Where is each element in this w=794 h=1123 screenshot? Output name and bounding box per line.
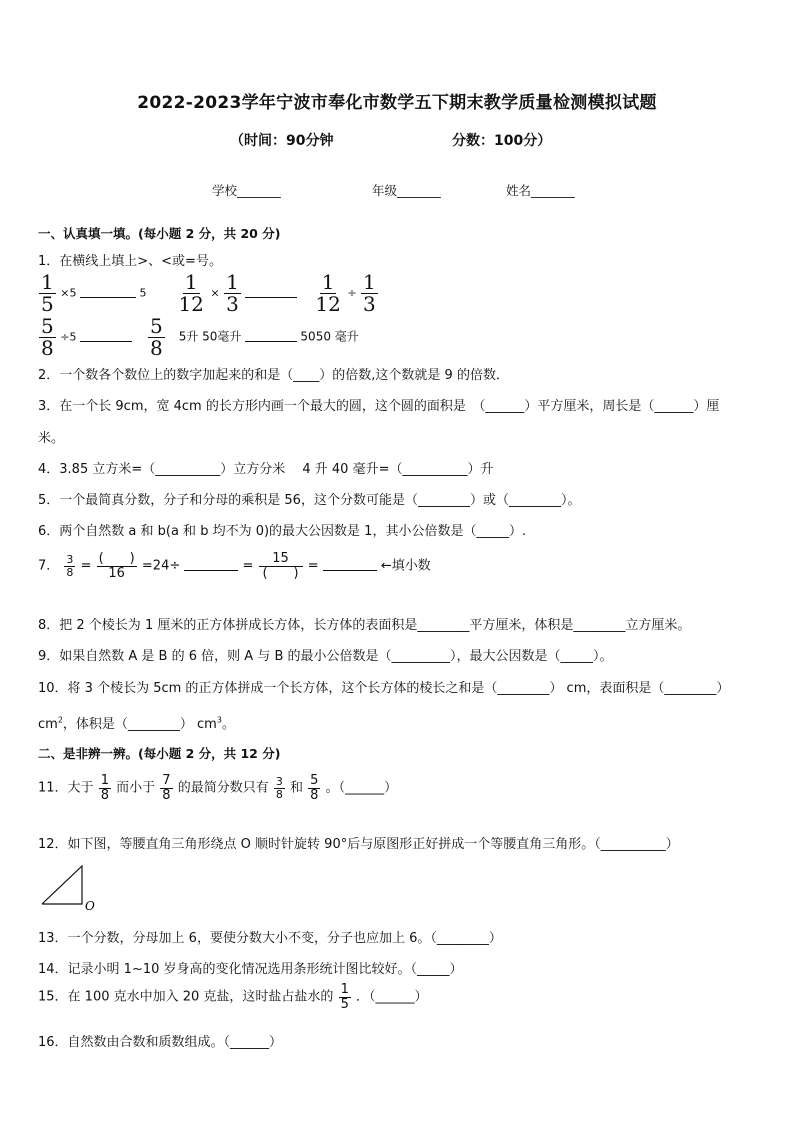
section1-heading: 一、认真填一填。(每小题 2 分，共 20 分) bbox=[38, 226, 281, 241]
question-10-line1: 10．将 3 个棱长为 5cm 的正方体拼成一个长方体，这个长方体的棱长之和是（________） cm，表面积是（________） bbox=[38, 681, 730, 696]
fraction: $\frac{15}{( )}$ bbox=[259, 552, 303, 580]
name-field: 姓名_______ bbox=[506, 183, 575, 198]
question-1-row1 bbox=[38, 272, 379, 315]
question-2: 2．一个数各个数位上的数字加起来的和是（____）的倍数,这个数就是 9 的倍数． bbox=[38, 368, 509, 383]
page-title: 2022-2023学年宁波市奉化市数学五下期末教学质量检测模拟试题 bbox=[137, 93, 657, 113]
question-9: 9．如果自然数 A 是 B 的 6 倍，则 A 与 B 的最小公倍数是（_________），最大公因数是（_____）。 bbox=[38, 649, 613, 664]
answer-blank[interactable] bbox=[184, 558, 238, 571]
answer-blank[interactable] bbox=[323, 558, 377, 571]
question-text: 而小于 bbox=[116, 780, 156, 796]
question-13: 13．一个分数，分母加上 6，要使分数大小不变，分子也应加上 6。（________） bbox=[38, 931, 502, 946]
question-11 bbox=[38, 774, 397, 802]
fraction: $\frac{1}{12}$ bbox=[315, 270, 341, 316]
point-o-label: O bbox=[85, 899, 95, 912]
fraction: $\frac{5}{8}$ bbox=[149, 314, 163, 360]
fraction: $\frac{1}{12}$ bbox=[178, 270, 204, 316]
question-4: 4．3.85 立方米=（__________）立方分米 4 升 40 毫升=（__________）升 bbox=[38, 462, 494, 477]
fraction: $\frac{1}{3}$ bbox=[226, 270, 239, 316]
question-6: 6．两个自然数 a 和 b(a 和 b 均不为 0)的最大公因数是 1，其小公倍数是（_____）. bbox=[38, 524, 527, 539]
answer-blank[interactable]: ．（______） bbox=[356, 989, 428, 1005]
question-8: 8．把 2 个棱长为 1 厘米的正方体拼成长方体，长方体的表面积是________平方厘米，体积是________立方厘米。 bbox=[38, 618, 691, 633]
instruction: ←填小数 bbox=[380, 558, 431, 574]
fraction: $\frac{3}{8}$ bbox=[275, 775, 283, 801]
fraction: $\frac{1}{3}$ bbox=[363, 270, 376, 316]
question-text: ，体积是（________） cm bbox=[62, 717, 217, 732]
question-15 bbox=[38, 983, 428, 1011]
question-number: 7． bbox=[38, 558, 60, 574]
question-3-line1: 3．在一个长 9cm，宽 4cm 的长方形内画一个最大的圆，这个圆的面积是 （______）平方厘米，周长是（______）厘 bbox=[38, 399, 720, 414]
fraction: $\frac{( )}{16}$ bbox=[98, 551, 135, 581]
question-14: 14．记录小明 1~10 岁身高的变化情况选用条形统计图比较好。（_____） bbox=[38, 962, 463, 977]
question-5: 5．一个最简真分数，分子和分母的乘积是 56，这个分数可能是（________）或（________）。 bbox=[38, 493, 581, 508]
fraction: $\frac{1}{5}$ bbox=[41, 270, 54, 316]
operator: ×5 bbox=[60, 286, 77, 300]
operand: 5 bbox=[139, 286, 147, 300]
answer-blank[interactable] bbox=[80, 329, 132, 342]
question-text: 11．大于 bbox=[38, 780, 94, 796]
answer-blank[interactable] bbox=[245, 329, 297, 342]
answer-blank[interactable] bbox=[245, 285, 297, 298]
answer-blank[interactable] bbox=[80, 285, 136, 298]
question-10-line2: $cm^2$，体积是（________） $cm^3$。 bbox=[38, 715, 235, 732]
exam-time: （时间：90分钟 bbox=[230, 133, 334, 149]
question-16: 16．自然数由合数和质数组成。（______） bbox=[38, 1035, 283, 1050]
fraction: $\frac{7}{8}$ bbox=[162, 773, 171, 803]
punctuation: 。 bbox=[221, 717, 235, 732]
question-3-line2: 米。 bbox=[38, 431, 65, 446]
question-1-text: 1．在横线上填上>、<或=号。 bbox=[38, 254, 222, 269]
triangle-figure bbox=[38, 862, 98, 912]
question-7: 7． $\frac{3}{8}$ = $\frac{( )}{16}$ =24÷ = $\frac{15}{( )}$ = ←填小数 bbox=[38, 551, 431, 581]
unit: cm bbox=[38, 717, 58, 732]
operator: ÷5 bbox=[60, 330, 77, 344]
operator: ÷ bbox=[347, 286, 357, 300]
operand: 5050 毫升 bbox=[300, 329, 359, 344]
operand: 5升 50毫升 bbox=[178, 329, 242, 344]
question-text: 的最简分数只有 bbox=[177, 780, 269, 796]
fraction: $\frac{1}{5}$ bbox=[340, 982, 349, 1012]
right-triangle bbox=[42, 866, 82, 904]
question-12: 12．如下图，等腰直角三角形绕点 O 顺时针旋转 90°后与原图形正好拼成一个等腰直角三角形。（__________） bbox=[38, 837, 679, 852]
answer-blank[interactable]: 。（______） bbox=[325, 780, 398, 796]
exam-score: 分数：100分） bbox=[452, 133, 552, 149]
question-1-row2 bbox=[38, 316, 359, 359]
section2-heading: 二、是非辨一辨。(每小题 2 分，共 12 分) bbox=[38, 746, 281, 761]
question-text: 和 bbox=[289, 780, 303, 796]
fraction: $\frac{1}{8}$ bbox=[100, 773, 109, 803]
question-text: 15．在 100 克水中加入 20 克盐，这时盐占盐水的 bbox=[38, 989, 334, 1005]
fraction: $\frac{5}{8}$ bbox=[310, 773, 319, 803]
fraction: $\frac{5}{8}$ bbox=[41, 314, 54, 360]
expression: =24÷ bbox=[141, 558, 181, 574]
fraction: $\frac{3}{8}$ bbox=[66, 553, 74, 579]
grade-field: 年级_______ bbox=[372, 183, 441, 198]
school-field: 学校_______ bbox=[212, 183, 281, 198]
operator: × bbox=[210, 286, 220, 300]
